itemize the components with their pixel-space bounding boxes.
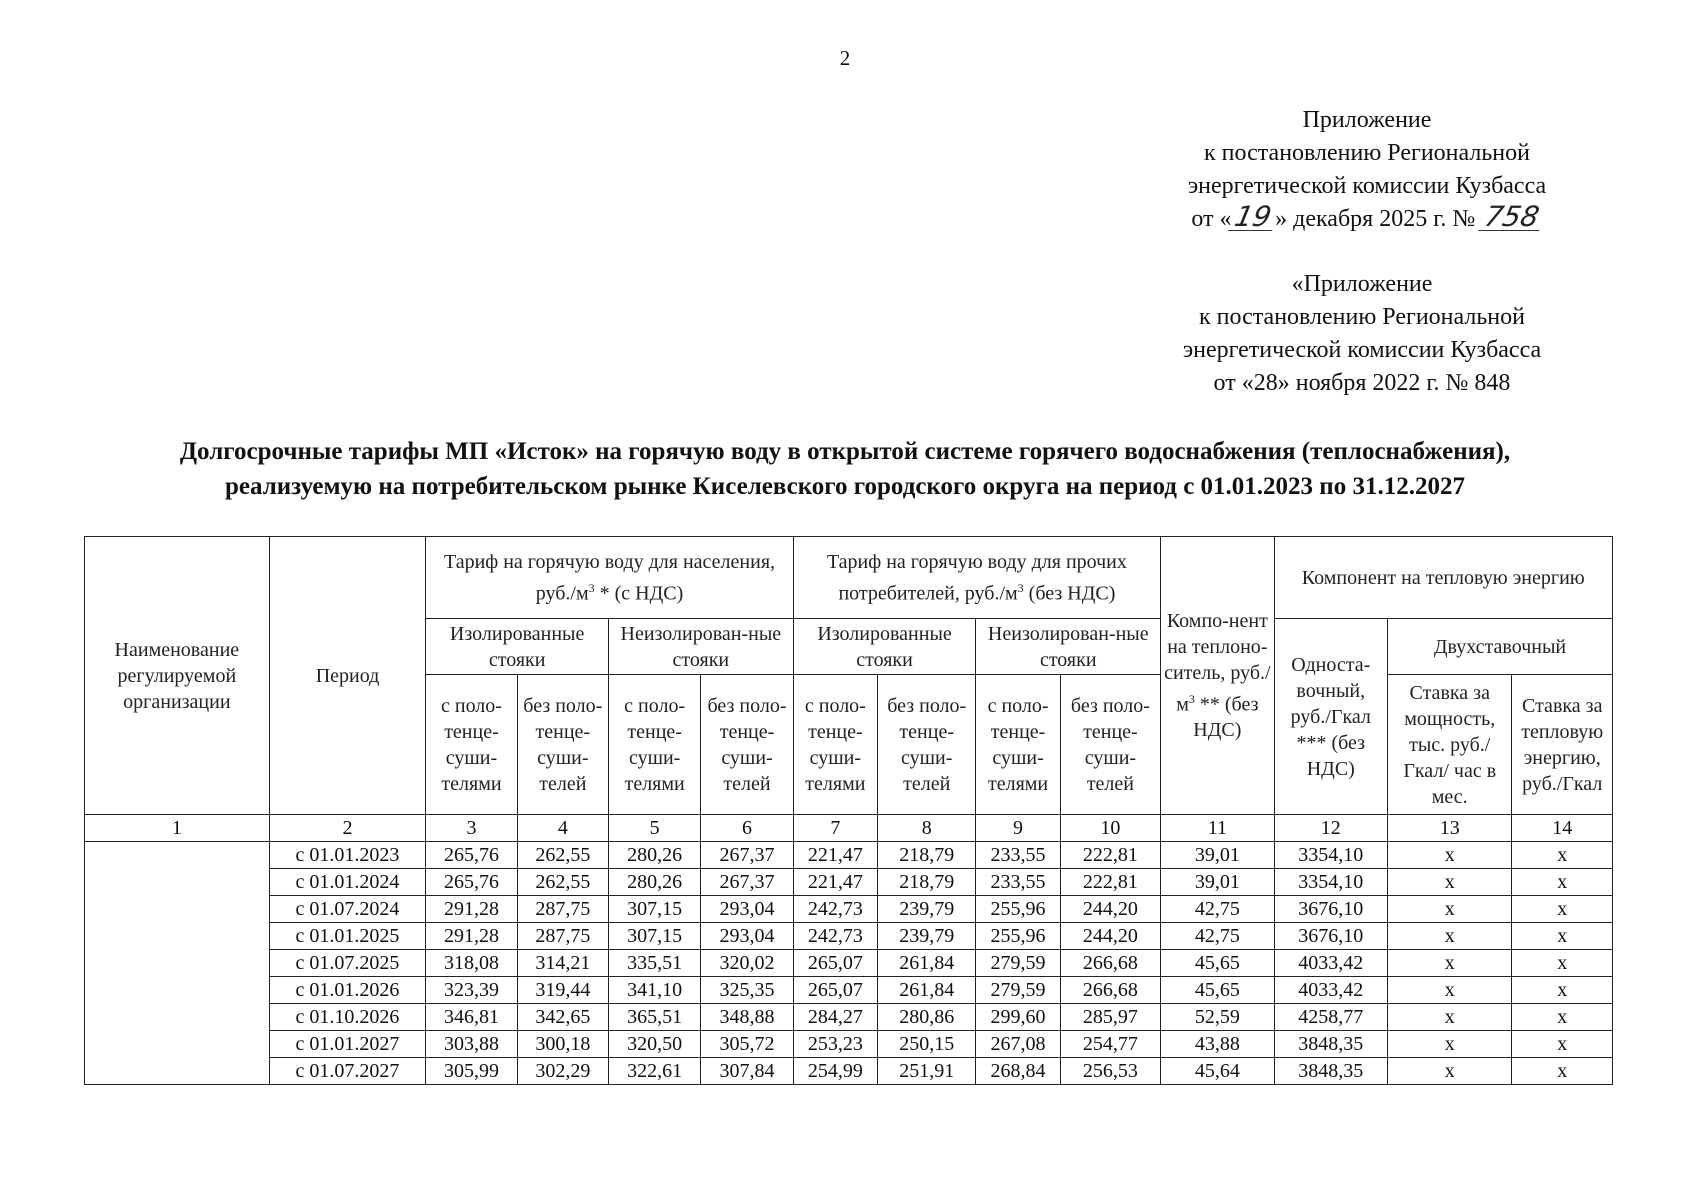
- value-cell: 3676,10: [1274, 923, 1387, 950]
- value-cell: 244,20: [1060, 923, 1160, 950]
- value-cell: 279,59: [976, 950, 1060, 977]
- value-cell: 250,15: [878, 1031, 976, 1058]
- value-cell: 261,84: [878, 950, 976, 977]
- value-cell: х: [1388, 842, 1512, 869]
- value-cell: 319,44: [517, 977, 608, 1004]
- value-cell: х: [1512, 1004, 1613, 1031]
- value-cell: 39,01: [1161, 869, 1274, 896]
- period-cell: с 01.01.2026: [269, 977, 426, 1004]
- value-cell: 254,99: [793, 1058, 877, 1085]
- value-cell: 261,84: [878, 977, 976, 1004]
- header-with-towel-3: с поло-тенце-суши-телями: [793, 675, 877, 815]
- period-cell: с 01.01.2027: [269, 1031, 426, 1058]
- value-cell: 291,28: [426, 923, 517, 950]
- column-number: 13: [1388, 815, 1512, 842]
- annex-original-line3: энергетической комиссии Кузбасса: [1182, 337, 1542, 363]
- annex-current-line1: Приложение: [1302, 107, 1432, 133]
- header-without-towel-3: без поло-тенце-суши-телей: [878, 675, 976, 815]
- value-cell: 239,79: [878, 896, 976, 923]
- value-cell: 284,27: [793, 1004, 877, 1031]
- value-cell: 268,84: [976, 1058, 1060, 1085]
- table-row: [85, 1004, 1613, 1031]
- value-cell: 266,68: [1060, 977, 1160, 1004]
- org-name-cell: [85, 842, 270, 1085]
- value-cell: х: [1512, 1031, 1613, 1058]
- value-cell: 218,79: [878, 842, 976, 869]
- value-cell: 318,08: [426, 950, 517, 977]
- annex-original-line4: от «28» ноября 2022 г. № 848: [1213, 370, 1511, 396]
- value-cell: 279,59: [976, 977, 1060, 1004]
- value-cell: 307,15: [608, 923, 700, 950]
- value-cell: 221,47: [793, 869, 877, 896]
- value-cell: 365,51: [608, 1004, 700, 1031]
- value-cell: 293,04: [701, 923, 793, 950]
- value-cell: 3848,35: [1274, 1031, 1387, 1058]
- table-row: [85, 923, 1613, 950]
- value-cell: 267,08: [976, 1031, 1060, 1058]
- header-coolant: Компо-нент на теплоно-ситель, $руб./м^3 ** (без$ НДС): [1161, 537, 1274, 815]
- table-body: [85, 842, 1613, 1085]
- annex-current-date: от «19» декабря 2025 г. № 758: [1152, 203, 1582, 236]
- header-isolated-population: Изолированные стояки: [426, 619, 609, 675]
- column-number: 12: [1274, 815, 1387, 842]
- column-number: 10: [1060, 815, 1160, 842]
- value-cell: 233,55: [976, 842, 1060, 869]
- value-cell: 255,96: [976, 896, 1060, 923]
- table-row: [85, 1031, 1613, 1058]
- title-line2: реализуемую на потребительском рынке Киселевского городского округа на период с 01.01.2023 по 31.12.2027: [225, 473, 1465, 500]
- header-with-towel-4: с поло-тенце-суши-телями: [976, 675, 1060, 815]
- column-number: 2: [269, 815, 426, 842]
- value-cell: 45,65: [1161, 950, 1274, 977]
- value-cell: х: [1512, 950, 1613, 977]
- value-cell: х: [1512, 977, 1613, 1004]
- table-row: [85, 842, 1613, 869]
- annex-current-line2: к постановлению Региональной: [1204, 140, 1530, 166]
- tariff-table: [84, 536, 1613, 1085]
- value-cell: 233,55: [976, 869, 1060, 896]
- value-cell: 3354,10: [1274, 869, 1387, 896]
- value-cell: 253,23: [793, 1031, 877, 1058]
- header-org: Наименование регулируемой организации: [85, 537, 270, 815]
- value-cell: 45,64: [1161, 1058, 1274, 1085]
- header-heat-component: Компонент на тепловую энергию: [1274, 537, 1612, 619]
- value-cell: х: [1512, 923, 1613, 950]
- value-cell: х: [1388, 869, 1512, 896]
- value-cell: х: [1388, 1004, 1512, 1031]
- annex-original-line1: «Приложение: [1291, 271, 1433, 297]
- value-cell: 287,75: [517, 896, 608, 923]
- value-cell: 285,97: [1060, 1004, 1160, 1031]
- value-cell: 265,76: [426, 842, 517, 869]
- value-cell: 221,47: [793, 842, 877, 869]
- value-cell: 346,81: [426, 1004, 517, 1031]
- column-number: 9: [976, 815, 1060, 842]
- value-cell: 267,37: [701, 869, 793, 896]
- title-line1: Долгосрочные тарифы МП «Исток» на горячую воду в открытой системе горячего водоснабжения (теплоснабжения),: [179, 438, 1511, 465]
- value-cell: 303,88: [426, 1031, 517, 1058]
- value-cell: 3354,10: [1274, 842, 1387, 869]
- period-cell: с 01.07.2025: [269, 950, 426, 977]
- value-cell: 320,50: [608, 1031, 700, 1058]
- header-isolated-other: Изолированные стояки: [793, 619, 976, 675]
- handwritten-number: 758: [1478, 204, 1545, 231]
- value-cell: 348,88: [701, 1004, 793, 1031]
- value-cell: 299,60: [976, 1004, 1060, 1031]
- value-cell: 265,07: [793, 950, 877, 977]
- table-row: [85, 1058, 1613, 1085]
- header-capacity-rate: Ставка за мощность, тыс. руб./ Гкал/ час в мес.: [1388, 675, 1512, 815]
- value-cell: 255,96: [976, 923, 1060, 950]
- value-cell: 300,18: [517, 1031, 608, 1058]
- value-cell: 251,91: [878, 1058, 976, 1085]
- column-number: 6: [701, 815, 793, 842]
- value-cell: 320,02: [701, 950, 793, 977]
- value-cell: 325,35: [701, 977, 793, 1004]
- period-cell: с 01.07.2024: [269, 896, 426, 923]
- value-cell: 45,65: [1161, 977, 1274, 1004]
- header-with-towel-1: с поло-тенце-суши-телями: [426, 675, 517, 815]
- value-cell: 242,73: [793, 896, 877, 923]
- column-number: 14: [1512, 815, 1613, 842]
- period-cell: с 01.01.2024: [269, 869, 426, 896]
- header-population-group: Тариф на горячую воду для населения, $руб./м^3 * (с$ НДС): [426, 537, 793, 619]
- value-cell: 302,29: [517, 1058, 608, 1085]
- value-cell: х: [1388, 1058, 1512, 1085]
- value-cell: 222,81: [1060, 869, 1160, 896]
- annex-original: [1152, 268, 1572, 400]
- value-cell: 4033,42: [1274, 977, 1387, 1004]
- value-cell: 39,01: [1161, 842, 1274, 869]
- value-cell: 52,59: [1161, 1004, 1274, 1031]
- value-cell: 305,99: [426, 1058, 517, 1085]
- value-cell: 222,81: [1060, 842, 1160, 869]
- value-cell: 239,79: [878, 923, 976, 950]
- value-cell: 244,20: [1060, 896, 1160, 923]
- header-with-towel-2: с поло-тенце-суши-телями: [608, 675, 700, 815]
- header-nonisolated-population: Неизолирован-ные стояки: [608, 619, 793, 675]
- value-cell: х: [1512, 869, 1613, 896]
- header-without-towel-4: без поло-тенце-суши-телей: [1060, 675, 1160, 815]
- value-cell: х: [1388, 1031, 1512, 1058]
- value-cell: х: [1388, 950, 1512, 977]
- header-without-towel-1: без поло-тенце-суши-телей: [517, 675, 608, 815]
- value-cell: 42,75: [1161, 923, 1274, 950]
- table-row: [85, 869, 1613, 896]
- value-cell: х: [1512, 896, 1613, 923]
- header-period: Период: [269, 537, 426, 815]
- column-number: 11: [1161, 815, 1274, 842]
- value-cell: х: [1388, 923, 1512, 950]
- value-cell: 256,53: [1060, 1058, 1160, 1085]
- value-cell: 335,51: [608, 950, 700, 977]
- value-cell: 323,39: [426, 977, 517, 1004]
- table-row: [85, 977, 1613, 1004]
- value-cell: х: [1388, 896, 1512, 923]
- value-cell: х: [1388, 977, 1512, 1004]
- header-two-rate: Двухставочный: [1388, 619, 1613, 675]
- table-row: [85, 896, 1613, 923]
- value-cell: 265,07: [793, 977, 877, 1004]
- header-nonisolated-other: Неизолирован-ные стояки: [976, 619, 1161, 675]
- value-cell: 3848,35: [1274, 1058, 1387, 1085]
- value-cell: 43,88: [1161, 1031, 1274, 1058]
- value-cell: 293,04: [701, 896, 793, 923]
- column-number: 5: [608, 815, 700, 842]
- value-cell: 291,28: [426, 896, 517, 923]
- value-cell: 322,61: [608, 1058, 700, 1085]
- annex-current: [1152, 104, 1582, 236]
- value-cell: х: [1512, 842, 1613, 869]
- value-cell: 342,65: [517, 1004, 608, 1031]
- document-title: [0, 434, 1690, 504]
- value-cell: 280,26: [608, 842, 700, 869]
- header-single-rate: Односта-вочный, руб./Гкал *** (без НДС): [1274, 619, 1387, 815]
- value-cell: 218,79: [878, 869, 976, 896]
- value-cell: 307,15: [608, 896, 700, 923]
- page-number: 2: [839, 46, 851, 70]
- value-cell: 305,72: [701, 1031, 793, 1058]
- value-cell: 287,75: [517, 923, 608, 950]
- value-cell: х: [1512, 1058, 1613, 1085]
- value-cell: 307,84: [701, 1058, 793, 1085]
- table-row: [85, 950, 1613, 977]
- header-other-group: Тариф на горячую воду для прочих потребителей, $руб./м^3$ (без НДС): [793, 537, 1160, 619]
- period-cell: с 01.10.2026: [269, 1004, 426, 1031]
- value-cell: 262,55: [517, 869, 608, 896]
- value-cell: 280,26: [608, 869, 700, 896]
- value-cell: 280,86: [878, 1004, 976, 1031]
- column-number: 3: [426, 815, 517, 842]
- header-without-towel-2: без поло-тенце-суши-телей: [701, 675, 793, 815]
- column-number: 8: [878, 815, 976, 842]
- value-cell: 267,37: [701, 842, 793, 869]
- value-cell: 265,76: [426, 869, 517, 896]
- column-number: 7: [793, 815, 877, 842]
- header-energy-rate: Ставка за тепловую энергию, руб./Гкал: [1512, 675, 1613, 815]
- value-cell: 4033,42: [1274, 950, 1387, 977]
- value-cell: 266,68: [1060, 950, 1160, 977]
- value-cell: 254,77: [1060, 1031, 1160, 1058]
- value-cell: 42,75: [1161, 896, 1274, 923]
- value-cell: 314,21: [517, 950, 608, 977]
- column-number-row: [85, 815, 1613, 842]
- column-number: 1: [85, 815, 270, 842]
- period-cell: с 01.01.2023: [269, 842, 426, 869]
- value-cell: 242,73: [793, 923, 877, 950]
- value-cell: 4258,77: [1274, 1004, 1387, 1031]
- column-number: 4: [517, 815, 608, 842]
- period-cell: с 01.07.2027: [269, 1058, 426, 1085]
- period-cell: с 01.01.2025: [269, 923, 426, 950]
- value-cell: 3676,10: [1274, 896, 1387, 923]
- value-cell: 341,10: [608, 977, 700, 1004]
- handwritten-day: 19: [1229, 204, 1278, 231]
- annex-current-line3: энергетической комиссии Кузбасса: [1187, 173, 1547, 199]
- value-cell: 262,55: [517, 842, 608, 869]
- annex-original-line2: к постановлению Региональной: [1199, 304, 1525, 330]
